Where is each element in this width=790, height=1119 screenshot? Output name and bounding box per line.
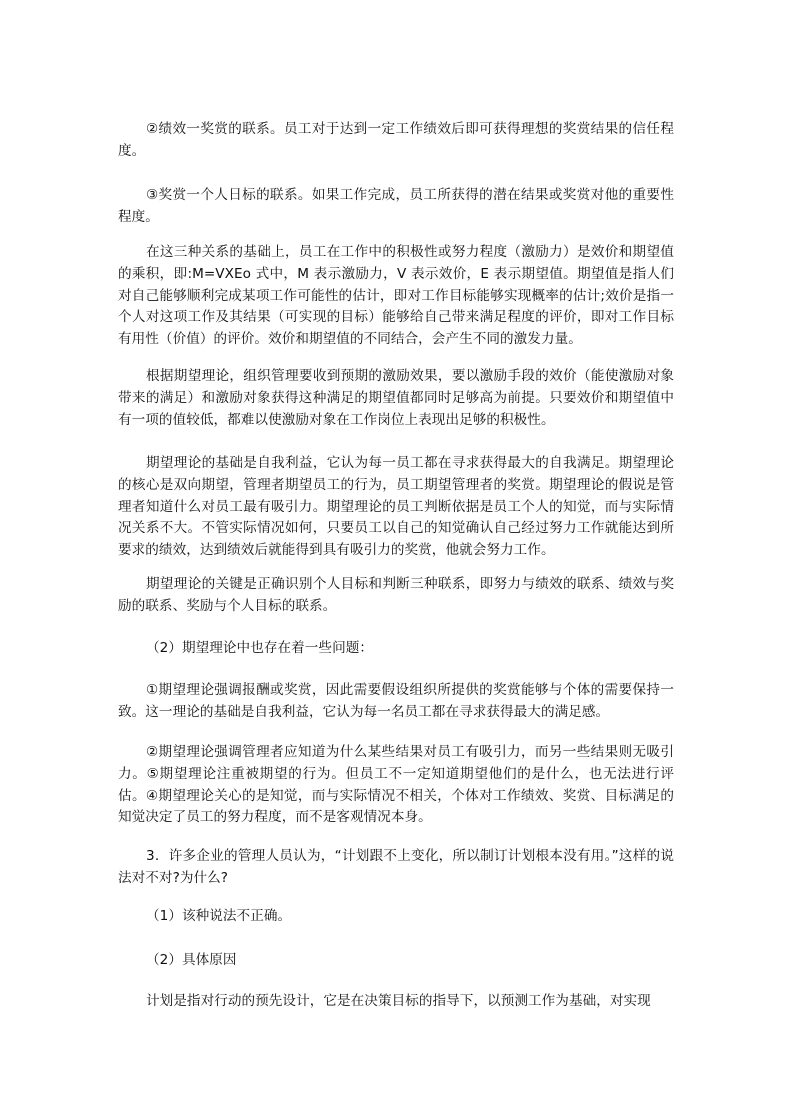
- answer-point-2-heading: （2）具体原因: [146, 952, 237, 968]
- paragraph-expectancy-conditions: 根据期望理论，组织管理要收到预期的激励效果，要以激励手段的效价（能使激励对象带来的满足）和激励对象获得这种满足的期望值都同时足够高为前提。只要效价和期望值中有一项的值较低，都难以使激励对象在工作岗位上表现出足够的积极性。: [118, 368, 674, 428]
- paragraph-performance-reward-link: ②绩效一奖赏的联系。员工对于达到一定工作绩效后即可获得理想的奖赏结果的信任程度。: [118, 121, 674, 159]
- paragraph-expectancy-key: 期望理论的关键是正确识别个人目标和判断三种联系，即努力与绩效的联系、绩效与奖励的联系、奖励与个人目标的联系。: [118, 576, 674, 614]
- paragraph-motivation-formula: 在这三种关系的基础上，员工在工作中的积极性或努力程度（激励力）是效价和期望值的乘积，即:M=VXEo 式中，M 表示激励力，V 表示效价，E 表示期望值。期望值是指人们对自己能够顺利完成某项工作可能性的估计，即对工作目标能够实现概率的估计;效价是指一个人对这项工作及其结果（可实现的目标）能够给自己带来满足程度的评价，即对工作目标有用性（价值）的评价。效价和期望值的不同结合，会产生不同的激发力量。: [118, 244, 674, 348]
- paragraph-reward-goal-link: ③奖赏一个人日标的联系。如果工作完成，员工所获得的潜在结果或奖赏对他的重要性程度。: [118, 187, 674, 225]
- answer-point-1: （1）该种说法不正确。: [146, 908, 292, 924]
- paragraph-problem-1: ①期望理论强调报酬或奖赏，因此需要假设组织所提供的奖赏能够与个体的需要保持一致。这一理论的基础是自我利益，它认为每一名员工都在寻求获得最大的满足感。: [118, 682, 674, 720]
- heading-expectancy-problems: （2）期望理论中也存在着一些问题：: [146, 640, 373, 656]
- paragraph-plan-definition: 计划是指对行动的预先设计，它是在决策目标的指导下，以预测工作为基础，对实现: [146, 993, 651, 1009]
- paragraph-problem-2-4: ②期望理论强调管理者应知道为什么某些结果对员工有吸引力，而另一些结果则无吸引力。⑤期望理论注重被期望的行为。但员工不一定知道期望他们的是什么，也无法进行评估。④期望理论关心的是知觉，而与实际情况不相关，个体对工作绩效、奖赏、目标满足的知觉决定了员工的努力程度，而不是客观情况本身。: [118, 744, 674, 826]
- paragraph-expectancy-basis: 期望理论的基础是自我利益，它认为每一员工都在寻求获得最大的自我满足。期望理论的核心是双向期望，管理者期望员工的行为，员工期望管理者的奖赏。期望理论的假说是管理者知道什么对员工最有吸引力。期望理论的员工判断依据是员工个人的知觉，而与实际情况关系不大。不管实际情况如何，只要员工以自己的知觉确认自己经过努力工作就能达到所要求的绩效，达到绩效后就能得到具有吸引力的奖赏，他就会努力工作。: [118, 455, 674, 559]
- question-3: 3．许多企业的管理人员认为，“计划跟不上变化，所以制订计划根本没有用。”这样的说法对不对?为什么?: [118, 848, 674, 886]
